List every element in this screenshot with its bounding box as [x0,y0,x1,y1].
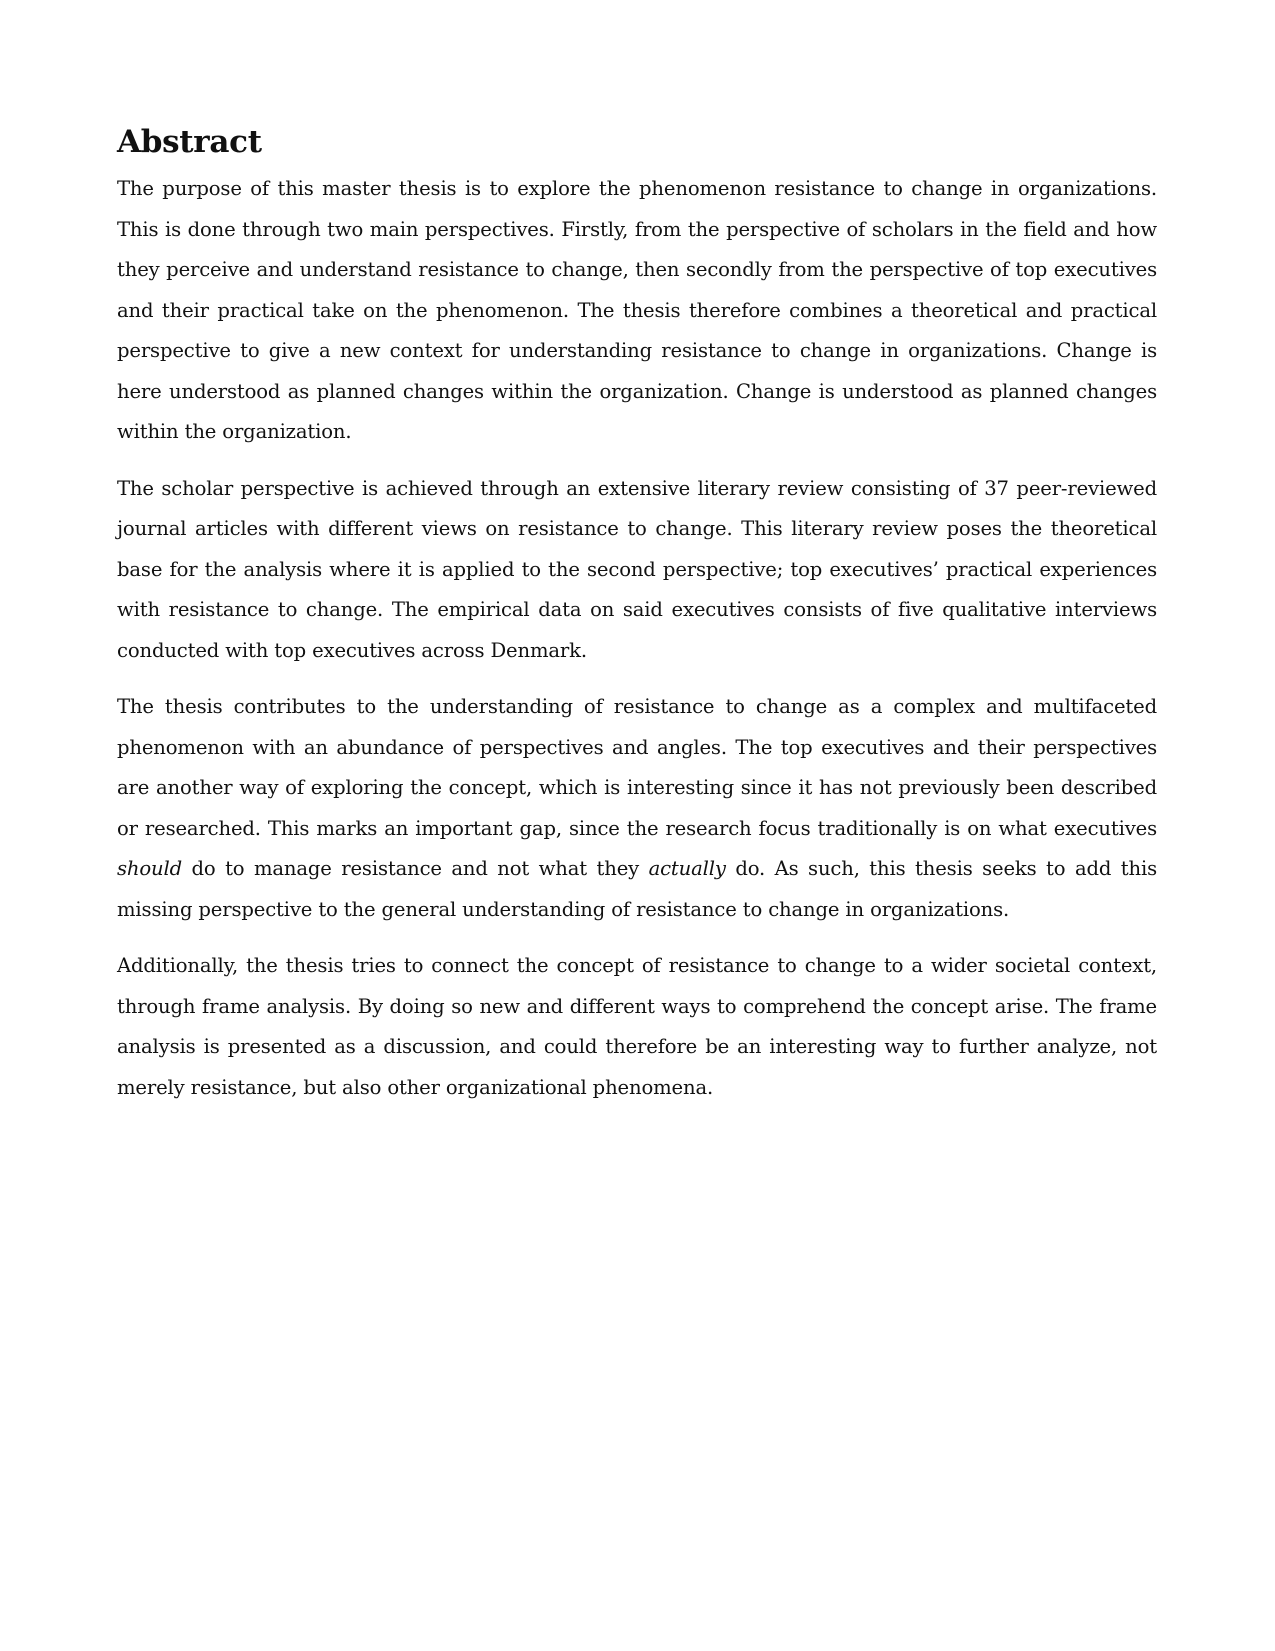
document-page [117,124,1157,1124]
abstract-paragraph-2: The scholar perspective is achieved through an extensive literary review consisting of 37 peer-reviewed journal articles with different views on resistance to change. This literary review poses the theoretical base for the analysis where it is applied to the second perspective; top executives’ practical experiences with resistance to change. The empirical data on said executives consists of five qualitative interviews conducted with top executives across Denmark. [117,476,1157,662]
abstract-paragraph-4: Additionally, the thesis tries to connect the concept of resistance to change to a wider societal context, through frame analysis. By doing so new and different ways to comprehend the concept arise. The frame analysis is presented as a discussion, and could therefore be an interesting way to further analyze, not merely resistance, but also other organizational phenomena. [117,954,1157,1099]
page-title: Abstract [117,124,262,160]
abstract-paragraph-1: The purpose of this master thesis is to explore the phenomenon resistance to change in organizations. This is done through two main perspectives. Firstly, from the perspective of scholars in the field and how they perceive and understand resistance to change, then secondly from the perspective of top executives and their practical take on the phenomenon. The thesis therefore combines a theoretical and practical perspective to give a new context for understanding resistance to change in organizations. Change is here understood as planned changes within the organization. Change is understood as planned changes within the organization. [117,177,1157,444]
abstract-paragraph-3 [117,687,1157,930]
paragraph-3-text-3: do. As such, this thesis seeks to add this missing perspective to the general understanding of resistance to change in organizations. [117,857,1157,921]
paragraph-3-text-2: do to manage resistance and not what they [182,857,649,881]
emphasis-should: should [117,857,182,881]
paragraph-3-text-1: The thesis contributes to the understanding of resistance to change as a complex and multifaceted phenomenon with an abundance of perspectives and angles. The top executives and their perspectives are another way of exploring the concept, which is interesting since it has not previously been described or researched. This marks an important gap, since the research focus traditionally is on what executives [117,695,1157,840]
emphasis-actually: actually [648,857,726,881]
